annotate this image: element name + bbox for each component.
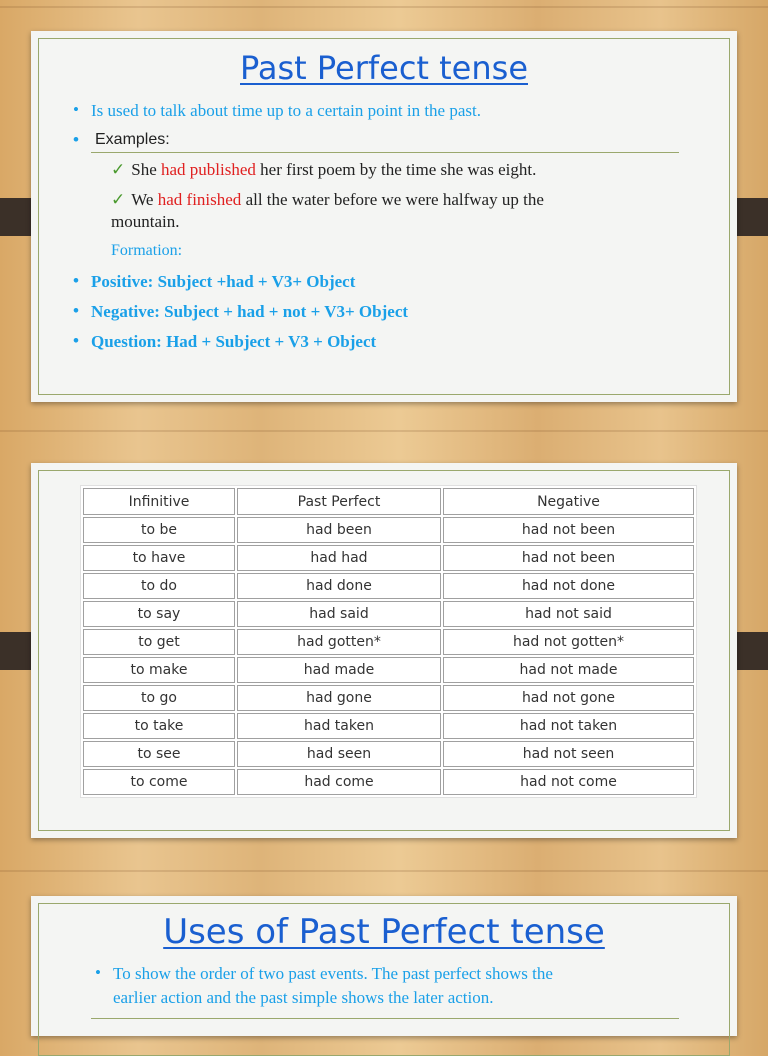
cell-negative: had not gone: [443, 685, 694, 711]
cell-past-perfect: had been: [237, 517, 441, 543]
table-row: [83, 685, 694, 711]
checkmark-icon: ✓: [111, 160, 126, 179]
cell-infinitive: to say: [83, 601, 235, 627]
cell-past-perfect: had had: [237, 545, 441, 571]
cell-infinitive: to be: [83, 517, 235, 543]
table-row: [83, 657, 694, 683]
cell-negative: had not made: [443, 657, 694, 683]
example-2: [111, 190, 544, 210]
slide-title: Uses of Past Perfect tense: [163, 912, 605, 952]
cell-past-perfect: had seen: [237, 741, 441, 767]
cell-infinitive: to go: [83, 685, 235, 711]
cell-past-perfect: had gotten*: [237, 629, 441, 655]
cell-negative: had not seen: [443, 741, 694, 767]
rule-positive: [73, 271, 356, 292]
checkmark-icon: ✓: [111, 190, 126, 209]
divider: [91, 152, 679, 153]
example-text: her first poem by the time she was eight.: [255, 160, 537, 179]
cell-infinitive: to come: [83, 769, 235, 795]
wood-seam: [0, 870, 768, 872]
slide-past-perfect: [31, 31, 737, 402]
example-1: [111, 160, 536, 180]
slide-verb-table: [31, 463, 737, 838]
uses-bullet: [95, 962, 673, 1010]
table-row: [83, 741, 694, 767]
definition-bullet: [73, 100, 481, 121]
cell-infinitive: to do: [83, 573, 235, 599]
bullet-icon: •: [73, 130, 79, 149]
cell-past-perfect: had come: [237, 769, 441, 795]
cell-infinitive: to get: [83, 629, 235, 655]
table-row: [83, 629, 694, 655]
cell-infinitive: to see: [83, 741, 235, 767]
wood-seam: [0, 430, 768, 432]
table-row: [83, 601, 694, 627]
cell-past-perfect: had done: [237, 573, 441, 599]
definition-text: Is used to talk about time up to a certain point in the past.: [91, 101, 481, 120]
header-negative: Negative: [443, 488, 694, 515]
bullet-icon: •: [73, 271, 79, 290]
cell-past-perfect: had gone: [237, 685, 441, 711]
example-text: We: [131, 190, 158, 209]
example-highlight: had published: [161, 160, 256, 179]
slide-title: Past Perfect tense: [240, 49, 528, 87]
example-text: She: [131, 160, 161, 179]
rule-text: Question: Had + Subject + V3 + Object: [91, 332, 377, 351]
example-2-continued: mountain.: [111, 212, 180, 231]
cell-negative: had not done: [443, 573, 694, 599]
header-infinitive: Infinitive: [83, 488, 235, 515]
uses-text-line1: To show the order of two past events. The past perfect shows the: [113, 964, 553, 983]
cell-negative: had not taken: [443, 713, 694, 739]
bullet-icon: •: [73, 100, 79, 119]
cell-infinitive: to have: [83, 545, 235, 571]
uses-text-line2: earlier action and the past simple shows the later action.: [113, 988, 494, 1007]
cell-past-perfect: had said: [237, 601, 441, 627]
formation-label: Formation:: [111, 242, 183, 259]
cell-negative: had not been: [443, 545, 694, 571]
example-highlight: had finished: [157, 190, 242, 209]
example-text: all the water before we were halfway up the: [241, 190, 544, 209]
bullet-icon: •: [73, 301, 79, 320]
wood-seam: [0, 6, 768, 8]
divider: [91, 1018, 679, 1019]
header-past-perfect: Past Perfect: [237, 488, 441, 515]
table-row: [83, 517, 694, 543]
examples-bullet: [73, 130, 170, 149]
cell-infinitive: to make: [83, 657, 235, 683]
cell-negative: had not been: [443, 517, 694, 543]
verb-table: [80, 485, 697, 798]
cell-past-perfect: had made: [237, 657, 441, 683]
bullet-icon: •: [73, 331, 79, 350]
cell-past-perfect: had taken: [237, 713, 441, 739]
cell-negative: had not said: [443, 601, 694, 627]
cell-negative: had not come: [443, 769, 694, 795]
examples-label: Examples:: [95, 131, 170, 148]
slide-uses: [31, 896, 737, 1036]
rule-text: Negative: Subject + had + not + V3+ Object: [91, 302, 409, 321]
table-row: [83, 713, 694, 739]
rule-text: Positive: Subject +had + V3+ Object: [91, 272, 356, 291]
rule-negative: [73, 301, 409, 322]
table-header-row: [83, 488, 694, 515]
table-row: [83, 545, 694, 571]
cell-infinitive: to take: [83, 713, 235, 739]
bullet-icon: •: [95, 963, 101, 982]
rule-question: [73, 331, 377, 352]
table-row: [83, 573, 694, 599]
cell-negative: had not gotten*: [443, 629, 694, 655]
table-row: [83, 769, 694, 795]
